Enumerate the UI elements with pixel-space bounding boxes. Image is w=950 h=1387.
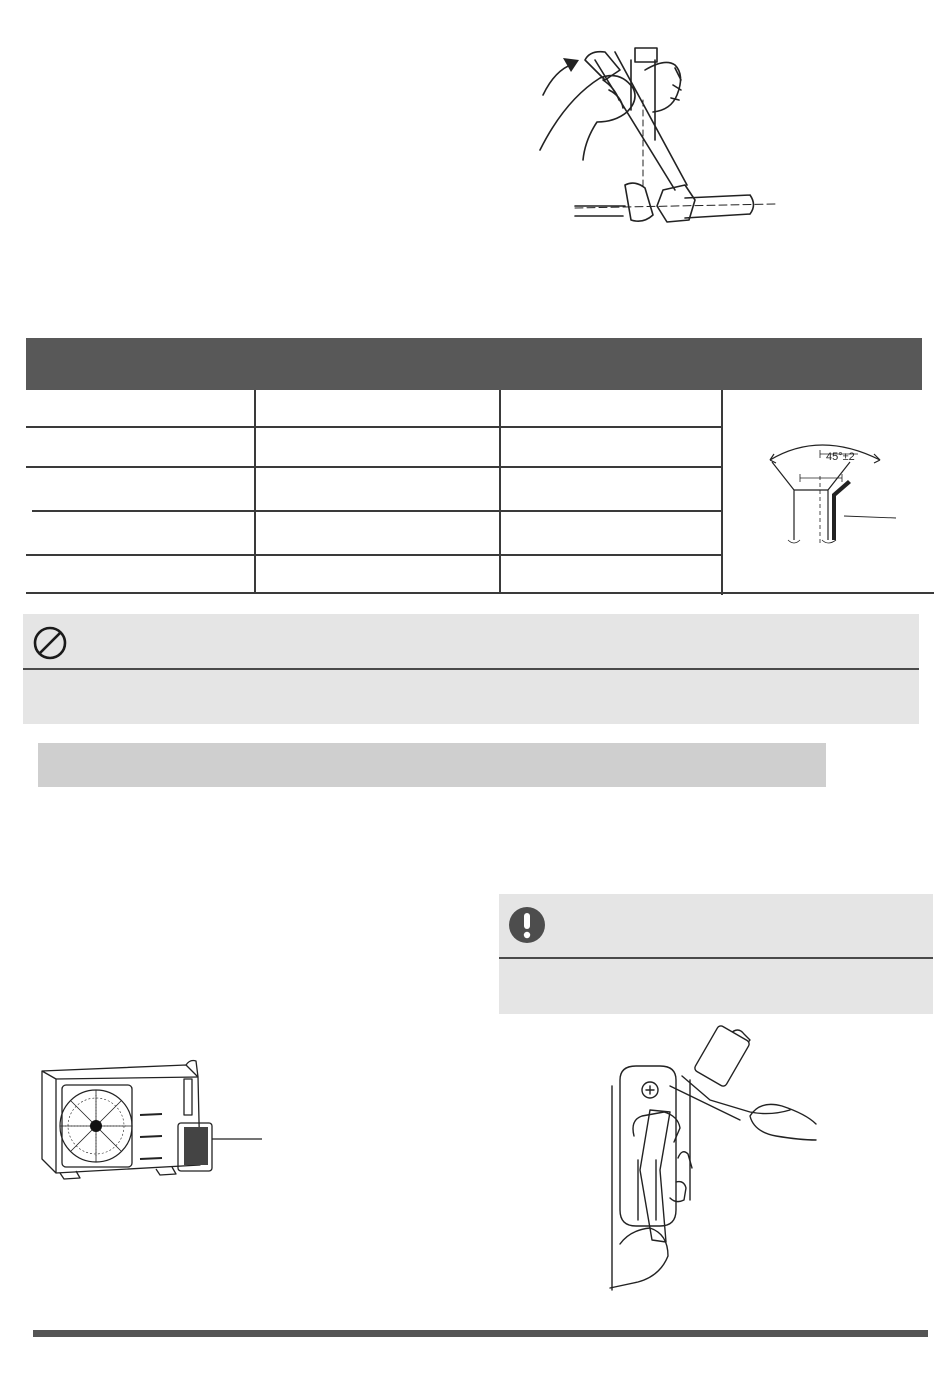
table-row-divider <box>26 426 721 428</box>
flare-angle-label: 45°±2 <box>826 451 855 463</box>
footer-rule <box>33 1330 928 1337</box>
table-bottom-border <box>26 592 934 594</box>
table-header <box>26 338 922 390</box>
warning-divider <box>23 668 919 670</box>
caution-divider <box>499 957 933 959</box>
table-row-divider <box>26 554 721 556</box>
section-heading-bar <box>38 743 826 787</box>
table-row-divider <box>26 466 721 468</box>
exclamation-icon <box>508 906 546 944</box>
table-divider <box>721 390 723 595</box>
wrench-tightening-illustration <box>535 40 785 230</box>
flare-angle-diagram <box>758 436 908 550</box>
table-divider <box>499 390 501 593</box>
valve-wrench-illustration <box>590 1020 830 1300</box>
outdoor-unit-illustration <box>36 1055 270 1185</box>
table-row-divider <box>32 510 721 512</box>
caution-box <box>499 894 933 1014</box>
table-divider <box>254 390 256 593</box>
prohibition-icon <box>32 625 68 661</box>
